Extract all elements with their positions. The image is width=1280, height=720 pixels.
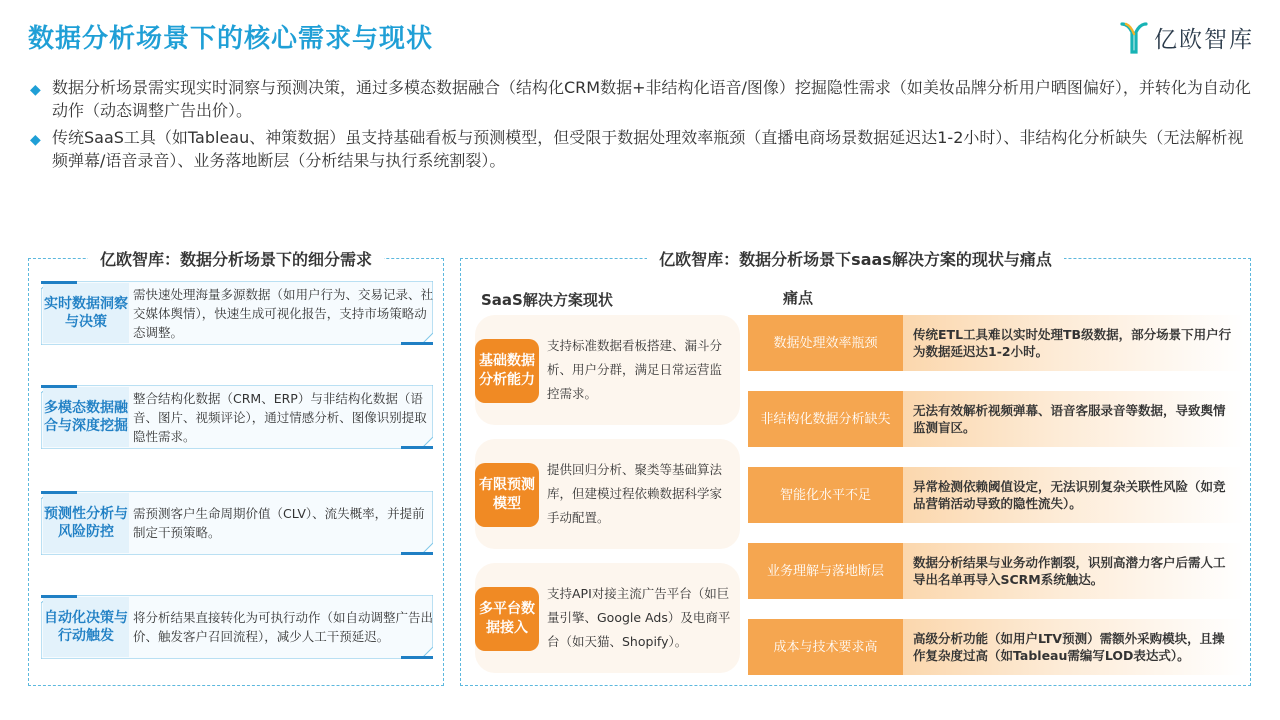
status-desc: 支持API对接主流广告平台（如巨量引擎、Google Ads）及电商平台（如天猫、Shopify）。 xyxy=(547,586,731,649)
status-desc: 提供回归分析、聚类等基础算法库，但建模过程依赖数据科学家手动配置。 xyxy=(547,462,723,525)
need-card xyxy=(41,491,433,555)
need-desc: 需预测客户生命周期价值（CLV）、流失概率，并提前制定干预策略。 xyxy=(133,506,425,540)
pain-desc: 异常检测依赖阈值设定，无法识别复杂关联性风险（如竞品营销活动导致的隐性流失）。 xyxy=(903,467,1244,523)
need-label: 多模态数据融合与深度挖掘 xyxy=(44,400,128,434)
pain-row xyxy=(748,391,1244,447)
status-card xyxy=(475,563,740,673)
need-card xyxy=(41,595,433,659)
pain-row xyxy=(748,619,1244,675)
need-card xyxy=(41,385,433,449)
pain-label: 数据处理效率瓶颈 xyxy=(748,315,903,371)
need-desc: 需快速处理海量多源数据（如用户行为、交易记录、社交媒体舆情），快速生成可视化报告，支持市场策略动态调整。 xyxy=(133,286,434,340)
need-label: 自动化决策与行动触发 xyxy=(44,610,128,644)
need-label: 预测性分析与风险防控 xyxy=(44,506,128,540)
pain-desc: 无法有效解析视频弹幕、语音客服录音等数据，导致舆情监测盲区。 xyxy=(903,391,1244,447)
logo xyxy=(1120,20,1254,54)
pain-label: 智能化水平不足 xyxy=(748,467,903,523)
bullet-text: 传统SaaS工具（如Tableau、神策数据）虽支持基础看板与预测模型，但受限于数据处理效率瓶颈（直播电商场景数据延迟达1-2小时）、非结构化分析缺失（无法解析视频弹幕/语音录音）、业务落地断层（分析结果与执行系统割裂）。 xyxy=(52,128,1244,170)
pain-desc: 传统ETL工具难以实时处理TB级数据，部分场景下用户行为数据延迟达1-2小时。 xyxy=(903,315,1244,371)
status-card xyxy=(475,315,740,425)
status-heading: SaaS解决方案现状 xyxy=(481,291,613,309)
need-card xyxy=(41,281,433,345)
need-label: 实时数据洞察与决策 xyxy=(44,296,128,330)
logo-text: 亿欧智库 xyxy=(1154,26,1254,53)
summary-bullets xyxy=(30,76,1255,176)
pain-row xyxy=(748,543,1244,599)
needs-panel xyxy=(28,250,444,686)
status-tag: 多平台数据接入 xyxy=(475,587,539,651)
status-desc: 支持标准数据看板搭建、漏斗分析、用户分群，满足日常运营监控需求。 xyxy=(547,338,723,401)
pain-label: 非结构化数据分析缺失 xyxy=(748,391,903,447)
pain-desc: 高级分析功能（如用户LTV预测）需额外采购模块，且操作复杂度过高（如Tableau需编写LOD表达式）。 xyxy=(903,619,1244,675)
need-desc: 将分析结果直接转化为可执行动作（如自动调整广告出价、触发客户召回流程），减少人工干预延迟。 xyxy=(133,610,434,644)
need-desc: 整合结构化数据（CRM、ERP）与非结构化数据（语音、图片、视频评论），通过情感分析、图像识别提取隐性需求。 xyxy=(133,390,427,444)
bullet-item xyxy=(30,76,1255,122)
needs-panel-title: 亿欧智库：数据分析场景下的细分需求 xyxy=(29,247,443,270)
pain-heading: 痛点 xyxy=(783,289,814,307)
status-tag: 基础数据分析能力 xyxy=(475,339,539,403)
diamond-bullet-icon: ◆ xyxy=(30,82,41,98)
saas-status-panel xyxy=(460,250,1251,686)
status-tag: 有限预测模型 xyxy=(475,463,539,527)
bullet-item xyxy=(30,126,1255,172)
status-card xyxy=(475,439,740,549)
yiou-logo-icon xyxy=(1120,20,1148,54)
pain-label: 成本与技术要求高 xyxy=(748,619,903,675)
pain-label: 业务理解与落地断层 xyxy=(748,543,903,599)
bullet-text: 数据分析场景需实现实时洞察与预测决策，通过多模态数据融合（结构化CRM数据+非结构化语音/图像）挖掘隐性需求（如美妆品牌分析用户晒图偏好），并转化为自动化动作（动态调整广告出价）。 xyxy=(52,78,1251,120)
pain-row xyxy=(748,467,1244,523)
page-title: 数据分析场景下的核心需求与现状 xyxy=(28,24,434,54)
pain-desc: 数据分析结果与业务动作割裂，识别高潜力客户后需人工导出名单再导入SCRM系统触达。 xyxy=(903,543,1244,599)
pain-row xyxy=(748,315,1244,371)
saas-panel-title: 亿欧智库：数据分析场景下saas解决方案的现状与痛点 xyxy=(461,247,1250,270)
diamond-bullet-icon: ◆ xyxy=(30,132,41,148)
